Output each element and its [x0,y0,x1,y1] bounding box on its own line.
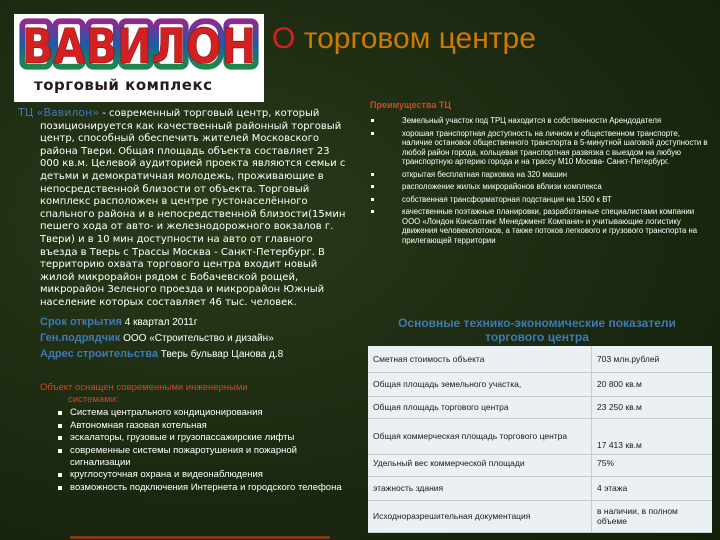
table-row: Общая площадь земельного участка, 20 800 кв.м [368,372,712,396]
logo-subtitle: торговый комплекс [34,76,213,94]
babylon-logo [14,14,264,102]
engineering-heading-2: системами: [68,393,119,405]
fact-contractor: Ген.подрядчик ООО «Строительство и дизайн» [40,332,274,344]
indicators-title: Основные технико-экономические показатели торгового центра [398,316,676,344]
title-word-3: центре [438,22,536,55]
table-row: Общая площадь торгового центра 23 250 кв.м [368,396,712,418]
table-row: Сметная стоимость объекта 703 млн.рублей [368,346,712,372]
advantages [370,100,710,248]
list-item: хорошая транспортная доступность на личном и общественном транспорте, наличие остановок общественного транспорта в 5-минутной шаговой доступности в любой район города, кольцевая транспортная развязка с выездом на любую транспортную артерию города и на трассу М10 Москва- Санкт-Петербург. [370,129,710,167]
project-facts [40,316,370,364]
cut-off-line [40,532,340,540]
list-item: собственная трансформаторная подстанция на 1500 к ВТ [370,195,710,205]
list-item: открытая бесплатная парковка на 320 машин [370,170,710,180]
list-item: Автономная газовая котельная [40,420,350,432]
advantages-list [370,116,710,245]
list-item: Система центрального кондиционирования [40,407,350,419]
mall-name: ТЦ «Вавилон» [18,106,100,119]
list-item: эскалаторы, грузовые и грузопассажирские лифты [40,432,350,444]
fact-opening: Срок открытия 4 квартал 2011г [40,316,198,328]
table-row: этажность здания 4 этажа [368,476,712,500]
list-item: качественные поэтажные планировки, разработанные специалистами компании ООО «Лондон Консалтинг Менеджмент Компани» и учитывающие логистику движения человекопотоков, а также потоков легкового и грузового транспорта на прилегающей территории [370,207,710,245]
table-row: Общая коммерческая площадь торгового центра 17 413 кв.м [368,418,712,454]
list-item: круглосуточная охрана и видеонаблюдения [40,469,350,481]
svg-text:ВАВИЛОН: ВАВИЛОН [22,19,256,72]
engineering-list [40,407,350,493]
list-item: возможность подключения Интернета и городского телефона [40,482,350,494]
advantages-heading: Преимущества ТЦ [370,100,451,110]
title-word-2: торговом [303,22,431,55]
list-item: Земельный участок под ТРЦ находится в собственности Арендодателя [370,116,710,126]
engineering-systems [40,382,350,494]
indicators-table [368,346,712,533]
list-item: современные системы пожаротушения и пожарной сигнализации [40,445,350,468]
mall-description [18,107,348,310]
title-word-1: О [272,22,296,55]
logo-wordmark [18,16,260,72]
fact-address: Адрес строительства Тверь бульвар Цанова д.8 [40,348,284,360]
engineering-heading: Объект оснащен современными инженерными [40,382,248,393]
page-title [272,22,536,56]
table-row: Удельный вес коммерческой площади 75% [368,454,712,476]
mall-description-text: - современный торговый центр, который позиционируется как качественный районный торговый центр, способный обеспечить жителей Московского района Твери. Общая площадь объекта составляет 23 000 кв.м. Целевой аудиторией проекта являются семьи с детьми и демократичная молодежь, проживающие в непосредственной близости от объекта. Торговый комплекс расположен в центре густонаселённого спального района и в непосредственной близости(15мин пешего хода от авто- и железнодорожного вокзалов г. Твери) и в 10 мин доступности на авто от главного въезда в Тверь с Трассы Москва - Санкт-Петербург. В территорию охвата торгового центра входит новый жилой микрорайон рядом с Бобачевской рощей, микрорайон Зеленого проезда и микрорайон Южный население которых составляет 46 тыс. человек. [40,108,346,308]
table-row: Исходноразрешительная документация в наличии, в полном объеме [368,500,712,532]
list-item: расположение жилых микрорайонов вблизи комплекса [370,182,710,192]
